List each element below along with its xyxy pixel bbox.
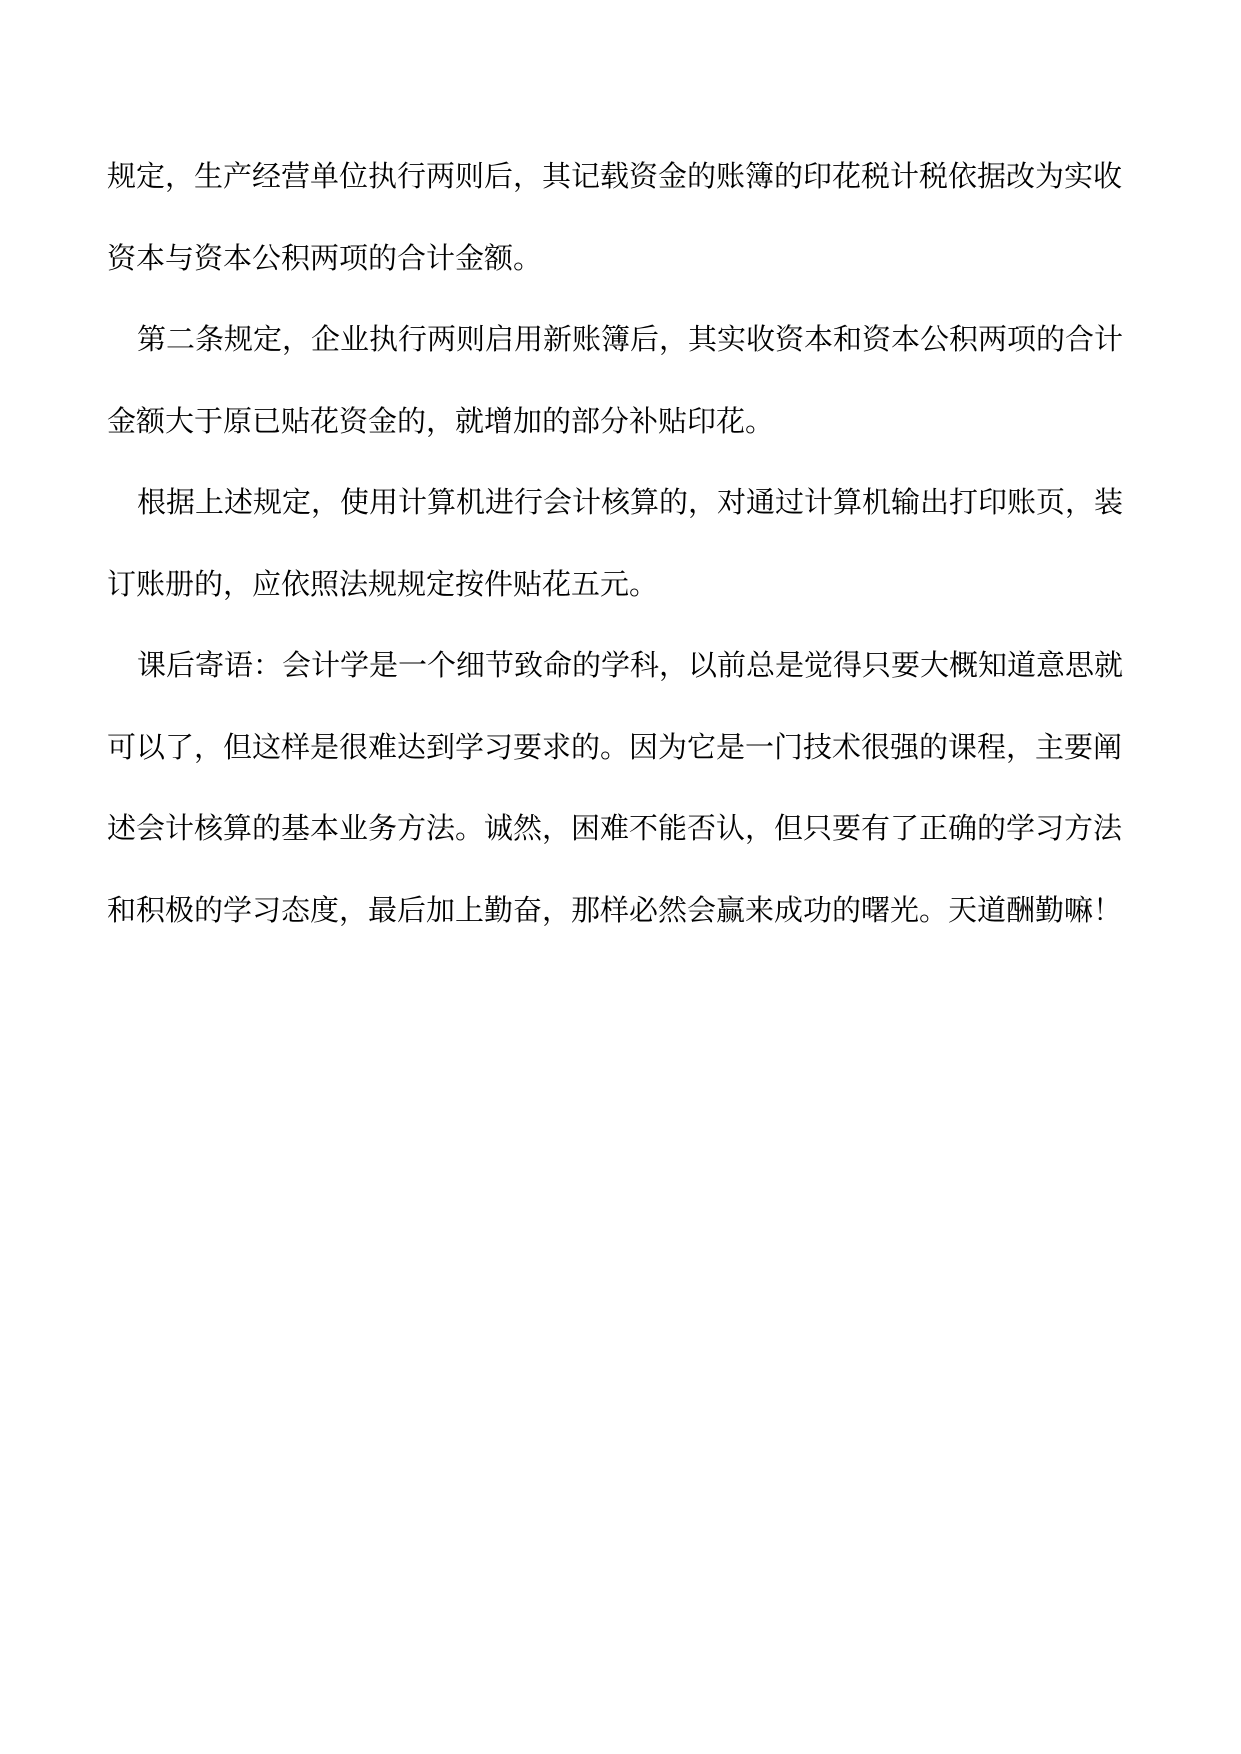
paragraph-4-line-2: 可以了，但这样是很难达到学习要求的。因为它是一门技术很强的课程，主要阐 [107,730,1123,764]
paragraph-2-line-1: 第二条规定，企业执行两则启用新账簿后，其实收资本和资本公积两项的合计 [137,323,1124,356]
paragraph-3-line-1: 根据上述规定，使用计算机进行会计核算的，对通过计算机输出打印账页，装 [137,486,1124,519]
paragraph-3-line-2: 订账册的，应依照法规规定按件贴花五元。 [107,567,659,601]
paragraph-2-line-2: 金额大于原已贴花资金的，就增加的部分补贴印花。 [107,404,775,438]
paragraph-1-line-2: 资本与资本公积两项的合计金额。 [107,241,543,275]
paragraph-4-line-3: 述会计核算的基本业务方法。诚然，困难不能否认，但只要有了正确的学习方法 [107,812,1123,845]
paragraph-4-line-4: 和积极的学习态度，最后加上勤奋，那样必然会赢来成功的曙光。天道酬勤嘛！ [107,893,1123,927]
body-text [107,160,1137,975]
paragraph-1-line-1: 规定，生产经营单位执行两则后，其记载资金的账簿的印花税计税依据改为实收 [107,160,1123,193]
paragraph-4-line-1: 课后寄语：会计学是一个细节致命的学科，以前总是觉得只要大概知道意思就 [137,649,1124,682]
